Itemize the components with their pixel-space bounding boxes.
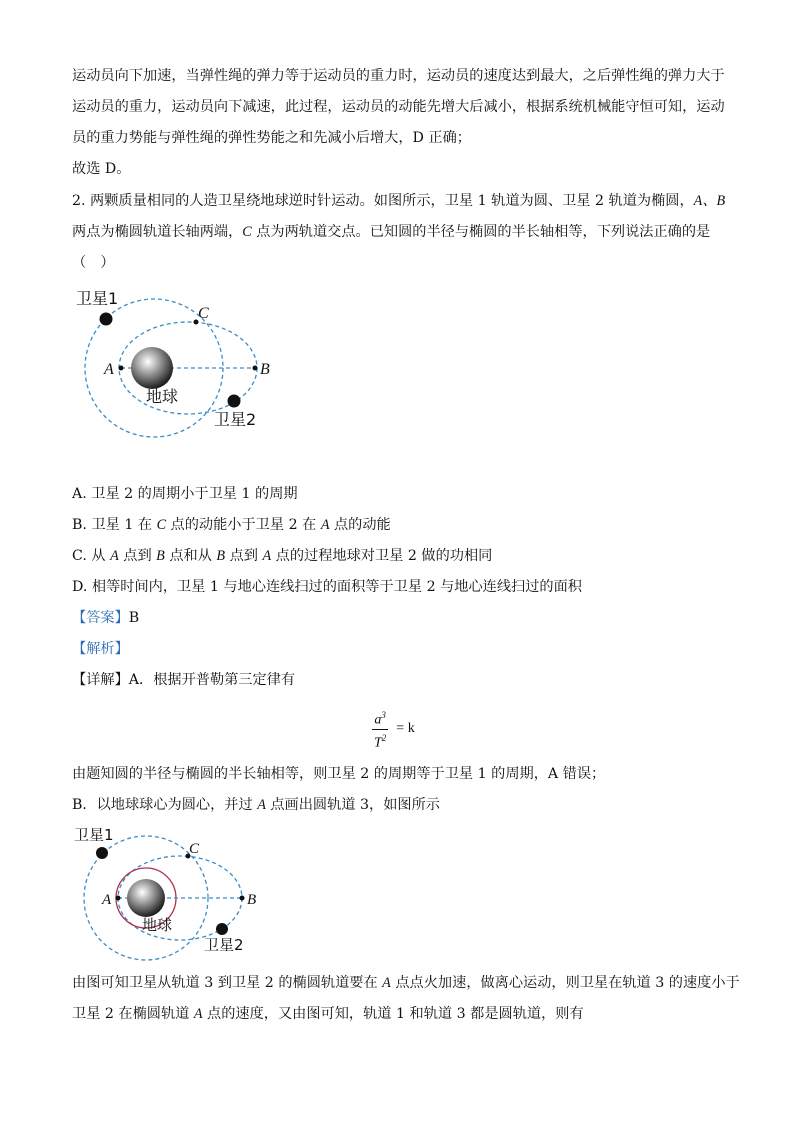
kepler-formula: $\frac{a^3}{T^2}$ = k [372,707,415,751]
answer-line: 【答案】B [72,610,140,626]
text-line-4: 故选 D。 [72,161,131,177]
text-line-3: 员的重力势能与弹性绳的弹性势能之和先减小后增大，D 正确； [72,130,471,146]
point-b [253,366,258,371]
option-b: B. 卫星 1 在 C 点的动能小于卫星 2 在 A 点的动能 [72,517,391,533]
detail-line-d: 卫星 2 在椭圆轨道 A 点的速度，又由图可知，轨道 1 和轨道 3 都是圆轨道，则有 [72,1006,584,1022]
label-earth: 地球 [146,387,179,406]
earth-icon [127,879,165,917]
label-a: A [102,892,112,908]
earth-icon [131,347,173,389]
question-paren: （ ） [72,255,115,271]
option-c: C. 从 A 点到 B 点和从 B 点到 A 点的过程地球对卫星 2 做的功相同 [72,548,493,564]
point-a [119,366,124,371]
label-b: B [260,361,270,378]
detail-line-a: 由题知圆的半径与椭圆的半长轴相等，则卫星 2 的周期等于卫星 1 的周期，A 错误； [72,766,606,782]
detail-line-c: 由图可知卫星从轨道 3 到卫星 2 的椭圆轨道要在 A 点点火加速，做离心运动，则卫星在轨道 3 的速度小于 [72,975,740,991]
satellite-1-icon [96,847,108,859]
detail-line-b: B．以地球球心为圆心，并过 A 点画出圆轨道 3，如图所示 [72,797,440,813]
label-b: B [247,892,257,908]
label-c: C [198,305,209,322]
option-d: D. 相等时间内，卫星 1 与地心连线扫过的面积等于卫星 2 与地心连线扫过的面积 [72,579,582,595]
label-earth: 地球 [142,916,173,934]
detail-line: 【详解】A．根据开普勒第三定律有 [72,672,296,688]
orbit-figure-1 [72,284,292,444]
point-a [116,896,121,901]
question-intro-line-1: 2. 两颗质量相同的人造卫星绕地球逆时针运动。如图所示，卫星 1 轨道为圆、卫星 2 轨道为椭圆，A、B [72,193,726,209]
text-line-1: 运动员向下加速，当弹性绳的弹力等于运动员的重力时，运动员的速度达到最大，之后弹性绳的弹力大于 [72,68,725,84]
label-sat2: 卫星2 [214,410,257,429]
label-c: C [189,841,200,857]
text-line-2: 运动员的重力，运动员向下减速，此过程，运动员的动能先增大后减小，根据系统机械能守恒可知，运动 [72,99,725,115]
label-sat2: 卫星2 [204,936,244,954]
point-b [240,896,245,901]
satellite-2-icon [216,923,228,935]
analysis-tag: 【解析】 [72,641,129,657]
label-a: A [104,361,114,378]
question-intro-line-2: 两点为椭圆轨道长轴两端，C 点为两轨道交点。已知圆的半径与椭圆的半长轴相等，下列说法正确的是 [72,224,711,240]
satellite-2-icon [228,395,241,408]
label-sat1: 卫星1 [74,826,114,844]
option-a: A. 卫星 2 的周期小于卫星 1 的周期 [72,486,298,502]
orbit-figure-2 [72,822,272,962]
satellite-1-icon [100,313,113,326]
label-sat1: 卫星1 [76,289,119,308]
